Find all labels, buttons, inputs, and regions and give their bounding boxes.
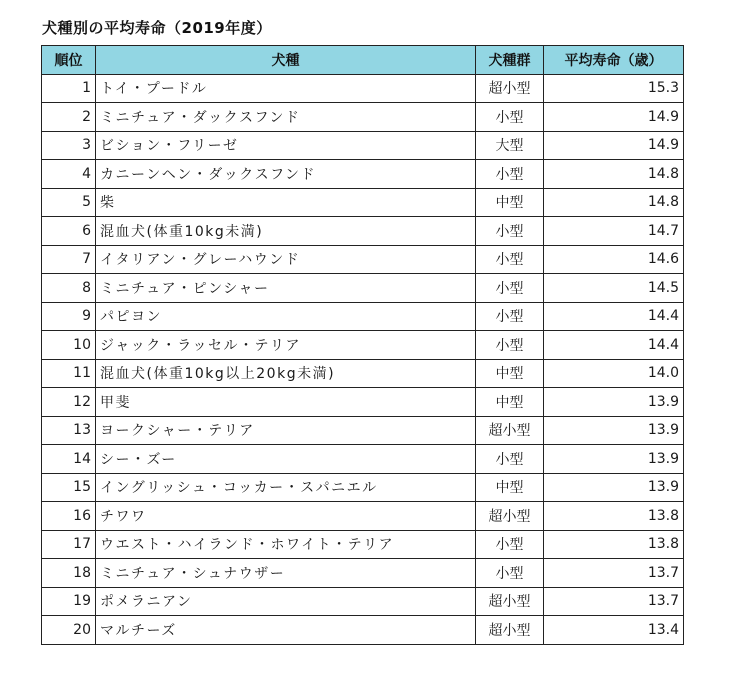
rank-cell: 19	[42, 587, 96, 616]
table-row	[42, 502, 684, 531]
table-row	[42, 388, 684, 417]
breed-cell: トイ・プードル	[96, 74, 476, 103]
table-body	[42, 74, 684, 644]
rank-cell: 2	[42, 103, 96, 132]
rank-cell: 12	[42, 388, 96, 417]
breed-cell: 混血犬(体重10kg未満)	[96, 217, 476, 246]
lifespan-cell: 13.8	[544, 502, 684, 531]
header-rank: 順位	[42, 46, 96, 75]
lifespan-cell: 13.9	[544, 416, 684, 445]
rank-cell: 11	[42, 359, 96, 388]
breed-cell: ビション・フリーゼ	[96, 131, 476, 160]
breed-cell: ジャック・ラッセル・テリア	[96, 331, 476, 360]
group-cell: 小型	[476, 445, 544, 474]
group-cell: 中型	[476, 388, 544, 417]
table-row	[42, 445, 684, 474]
breed-cell: ミニチュア・ダックスフンド	[96, 103, 476, 132]
lifespan-cell: 14.9	[544, 103, 684, 132]
table-row	[42, 160, 684, 189]
lifespan-table	[41, 45, 684, 645]
table-row	[42, 131, 684, 160]
group-cell: 超小型	[476, 502, 544, 531]
rank-cell: 17	[42, 530, 96, 559]
lifespan-cell: 13.9	[544, 388, 684, 417]
lifespan-cell: 14.6	[544, 245, 684, 274]
rank-cell: 16	[42, 502, 96, 531]
header-row	[42, 46, 684, 75]
header-breed: 犬種	[96, 46, 476, 75]
lifespan-cell: 14.0	[544, 359, 684, 388]
lifespan-cell: 14.4	[544, 331, 684, 360]
group-cell: 小型	[476, 331, 544, 360]
group-cell: 小型	[476, 160, 544, 189]
lifespan-cell: 13.9	[544, 445, 684, 474]
breed-cell: ウエスト・ハイランド・ホワイト・テリア	[96, 530, 476, 559]
table-row	[42, 559, 684, 588]
lifespan-cell: 14.9	[544, 131, 684, 160]
breed-cell: イタリアン・グレーハウンド	[96, 245, 476, 274]
lifespan-cell: 14.8	[544, 188, 684, 217]
lifespan-cell: 13.8	[544, 530, 684, 559]
table-row	[42, 245, 684, 274]
table-row	[42, 616, 684, 645]
table-row	[42, 274, 684, 303]
breed-cell: シー・ズー	[96, 445, 476, 474]
rank-cell: 13	[42, 416, 96, 445]
header-group: 犬種群	[476, 46, 544, 75]
group-cell: 中型	[476, 473, 544, 502]
lifespan-cell: 14.4	[544, 302, 684, 331]
table-row	[42, 416, 684, 445]
rank-cell: 8	[42, 274, 96, 303]
breed-cell: イングリッシュ・コッカー・スパニエル	[96, 473, 476, 502]
breed-cell: ポメラニアン	[96, 587, 476, 616]
rank-cell: 9	[42, 302, 96, 331]
group-cell: 大型	[476, 131, 544, 160]
group-cell: 小型	[476, 217, 544, 246]
rank-cell: 14	[42, 445, 96, 474]
group-cell: 超小型	[476, 416, 544, 445]
group-cell: 小型	[476, 103, 544, 132]
page-title: 犬種別の平均寿命（2019年度）	[42, 19, 272, 37]
group-cell: 中型	[476, 359, 544, 388]
rank-cell: 3	[42, 131, 96, 160]
table-row	[42, 217, 684, 246]
group-cell: 超小型	[476, 616, 544, 645]
rank-cell: 4	[42, 160, 96, 189]
table-row	[42, 103, 684, 132]
table-row	[42, 587, 684, 616]
rank-cell: 6	[42, 217, 96, 246]
breed-cell: マルチーズ	[96, 616, 476, 645]
lifespan-cell: 13.7	[544, 559, 684, 588]
rank-cell: 15	[42, 473, 96, 502]
table-row	[42, 74, 684, 103]
lifespan-cell: 13.7	[544, 587, 684, 616]
rank-cell: 5	[42, 188, 96, 217]
breed-cell: 甲斐	[96, 388, 476, 417]
lifespan-cell: 14.8	[544, 160, 684, 189]
breed-cell: 混血犬(体重10kg以上20kg未満)	[96, 359, 476, 388]
group-cell: 中型	[476, 188, 544, 217]
table-row	[42, 302, 684, 331]
breed-cell: 柴	[96, 188, 476, 217]
group-cell: 小型	[476, 274, 544, 303]
lifespan-cell: 13.4	[544, 616, 684, 645]
group-cell: 小型	[476, 559, 544, 588]
rank-cell: 1	[42, 74, 96, 103]
table-row	[42, 188, 684, 217]
rank-cell: 18	[42, 559, 96, 588]
group-cell: 小型	[476, 530, 544, 559]
lifespan-cell: 14.7	[544, 217, 684, 246]
table-row	[42, 473, 684, 502]
lifespan-cell: 14.5	[544, 274, 684, 303]
table-row	[42, 530, 684, 559]
lifespan-cell: 13.9	[544, 473, 684, 502]
header-lifespan: 平均寿命（歳）	[544, 46, 684, 75]
group-cell: 超小型	[476, 74, 544, 103]
breed-cell: チワワ	[96, 502, 476, 531]
lifespan-cell: 15.3	[544, 74, 684, 103]
group-cell: 小型	[476, 245, 544, 274]
group-cell: 超小型	[476, 587, 544, 616]
breed-cell: ミニチュア・ピンシャー	[96, 274, 476, 303]
group-cell: 小型	[476, 302, 544, 331]
breed-cell: ヨークシャー・テリア	[96, 416, 476, 445]
rank-cell: 20	[42, 616, 96, 645]
breed-cell: カニーンヘン・ダックスフンド	[96, 160, 476, 189]
breed-cell: ミニチュア・シュナウザー	[96, 559, 476, 588]
rank-cell: 7	[42, 245, 96, 274]
breed-cell: パピヨン	[96, 302, 476, 331]
table-row	[42, 359, 684, 388]
table-row	[42, 331, 684, 360]
rank-cell: 10	[42, 331, 96, 360]
